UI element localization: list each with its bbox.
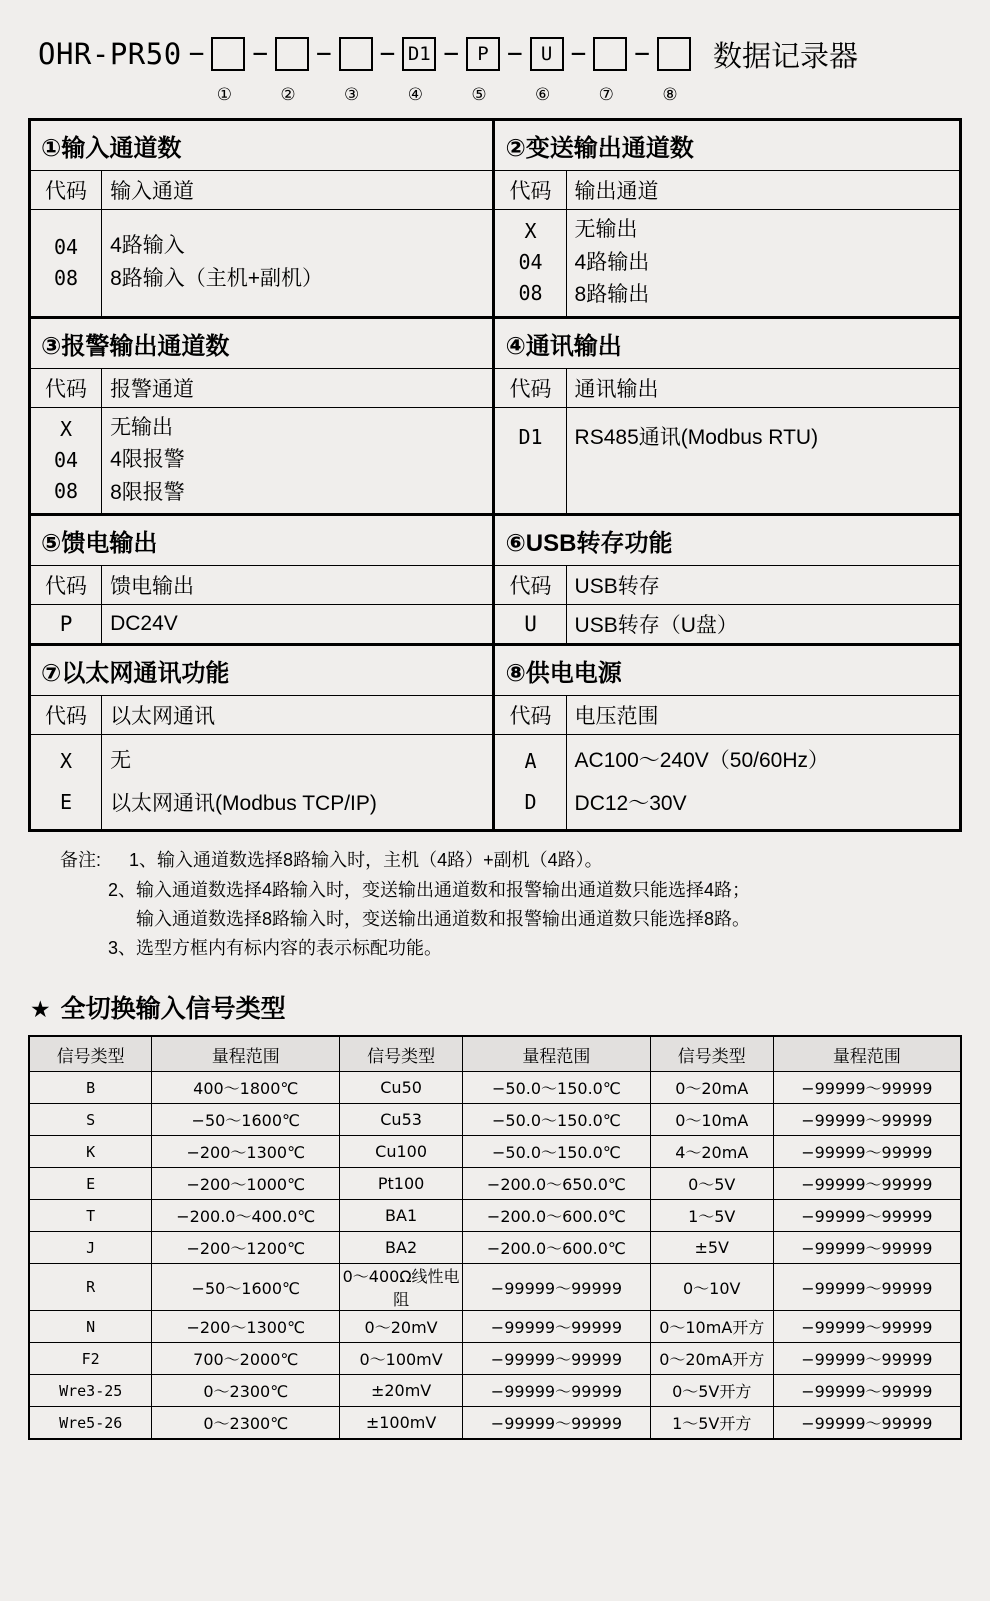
cell-type: BA1	[340, 1200, 463, 1232]
note-line-1	[60, 846, 990, 875]
dash-separator: −	[634, 39, 650, 69]
code-box-4: D1	[402, 37, 436, 71]
code-box-5: P	[466, 37, 500, 71]
code-list-3: X 04 08	[30, 407, 102, 515]
cell-range: −99999～99999	[773, 1407, 961, 1440]
cell-range: 0～2300℃	[152, 1407, 340, 1440]
cell-type: 0～10V	[650, 1264, 773, 1311]
value-header-4: 通讯输出	[566, 368, 960, 407]
code-header-2: 代码	[494, 171, 566, 210]
cell-range: −99999～99999	[773, 1104, 961, 1136]
cell-type: BA2	[340, 1232, 463, 1264]
cell-type: Cu53	[340, 1104, 463, 1136]
code-box-1	[211, 37, 245, 71]
cell-type: Cu50	[340, 1072, 463, 1104]
code-list-2: X 04 08	[494, 210, 566, 318]
cell-range: −99999～99999	[773, 1343, 961, 1375]
code-index-6: ⑥	[535, 85, 551, 104]
code-list-1: 04 08	[30, 210, 102, 318]
col-header-4: 信号类型	[650, 1036, 773, 1072]
code-list-5: P	[30, 605, 102, 645]
value-list-6: USB转存（U盘）	[566, 605, 960, 645]
code-box-2	[275, 37, 309, 71]
model-name: OHR-PR50	[38, 37, 182, 71]
note-line-4	[60, 934, 990, 963]
value-header-8: 电压范围	[566, 696, 960, 735]
code-box-6: U	[530, 37, 564, 71]
cell-type: ±20mV	[340, 1375, 463, 1407]
cell-range: −99999～99999	[773, 1232, 961, 1264]
value-list-4: RS485通讯(Modbus RTU)	[566, 407, 960, 515]
cell-range: −50.0～150.0℃	[463, 1104, 651, 1136]
section-title-5: ⑤馈电输出	[30, 515, 494, 566]
table-row	[29, 1168, 961, 1200]
cell-range: −50～1600℃	[152, 1104, 340, 1136]
code-list-6: U	[494, 605, 566, 645]
cell-range: −200～1200℃	[152, 1232, 340, 1264]
code-box-8	[657, 37, 691, 71]
dash-separator: −	[570, 39, 587, 69]
star-icon: ★	[30, 996, 51, 1022]
cell-range: −99999～99999	[773, 1136, 961, 1168]
cell-range: −99999～99999	[463, 1311, 651, 1343]
col-header-2: 信号类型	[340, 1036, 463, 1072]
dash-separator: −	[443, 39, 459, 69]
dash-separator: −	[188, 39, 205, 69]
cell-type: T	[29, 1200, 152, 1232]
code-header-5: 代码	[30, 566, 102, 605]
code-header-1: 代码	[30, 171, 102, 210]
value-header-1: 输入通道	[102, 171, 494, 210]
table-header-row	[29, 1036, 961, 1072]
cell-range: 0～2300℃	[152, 1375, 340, 1407]
cell-type: 4～20mA	[650, 1136, 773, 1168]
table-row	[29, 1264, 961, 1311]
cell-type: 1～5V开方	[650, 1407, 773, 1440]
code-index-8: ⑧	[662, 85, 678, 104]
col-header-0: 信号类型	[29, 1036, 152, 1072]
cell-type: 0～100mV	[340, 1343, 463, 1375]
note-line-2	[60, 876, 990, 905]
cell-range: −200～1300℃	[152, 1311, 340, 1343]
value-list-1: 4路输入 8路输入（主机+副机）	[102, 210, 494, 318]
table-row	[29, 1200, 961, 1232]
dash-separator: −	[506, 39, 523, 69]
cell-type: Wre3-25	[29, 1375, 152, 1407]
code-index-row	[0, 82, 990, 108]
cell-type: S	[29, 1104, 152, 1136]
col-header-3: 量程范围	[463, 1036, 651, 1072]
note-line-3	[60, 905, 990, 934]
cell-range: −200.0～650.0℃	[463, 1168, 651, 1200]
cell-type: 0～5V开方	[650, 1375, 773, 1407]
table-row	[29, 1104, 961, 1136]
cell-range: −200.0～600.0℃	[463, 1200, 651, 1232]
cell-type: ±5V	[650, 1232, 773, 1264]
cell-range: −99999～99999	[773, 1311, 961, 1343]
notes-block	[0, 846, 990, 963]
cell-type: J	[29, 1232, 152, 1264]
cell-range: −99999～99999	[773, 1072, 961, 1104]
note-item-3: 输入通道数选择8路输入时，变送输出通道数和报警输出通道数只能选择8路。	[136, 908, 751, 929]
section-title-8: ⑧供电电源	[494, 645, 961, 696]
dash-separator: −	[252, 39, 268, 69]
cell-type: E	[29, 1168, 152, 1200]
cell-type: 0～10mA开方	[650, 1311, 773, 1343]
cell-type: 0～5V	[650, 1168, 773, 1200]
code-header-6: 代码	[494, 566, 566, 605]
value-list-8: AC100～240V（50/60Hz） DC12～30V	[566, 735, 960, 831]
code-index-4: ④	[407, 85, 423, 104]
cell-type: 1～5V	[650, 1200, 773, 1232]
table-row	[29, 1136, 961, 1168]
cell-range: −99999～99999	[463, 1343, 651, 1375]
cell-type: ±100mV	[340, 1407, 463, 1440]
cell-range: −50.0～150.0℃	[463, 1072, 651, 1104]
cell-type: 0～400Ω线性电阻	[340, 1264, 463, 1311]
value-header-7: 以太网通讯	[102, 696, 494, 735]
dash-separator: −	[379, 39, 396, 69]
cell-type: B	[29, 1072, 152, 1104]
code-header-7: 代码	[30, 696, 102, 735]
cell-type: 0～20mV	[340, 1311, 463, 1343]
note-item-4: 3、选型方框内有标内容的表示标配功能。	[108, 937, 443, 958]
note-item-1: 1、输入通道数选择8路输入时，主机（4路）+副机（4路）。	[129, 850, 603, 871]
code-box-3	[339, 37, 373, 71]
code-list-8: A D	[494, 735, 566, 831]
cell-type: N	[29, 1311, 152, 1343]
section-title-7: ⑦以太网通讯功能	[30, 645, 494, 696]
code-header-3: 代码	[30, 368, 102, 407]
cell-range: 400～1800℃	[152, 1072, 340, 1104]
cell-range: −99999～99999	[463, 1264, 651, 1311]
notes-label: 备注:	[60, 850, 102, 871]
value-header-3: 报警通道	[102, 368, 494, 407]
cell-range: −200.0～600.0℃	[463, 1232, 651, 1264]
code-header-8: 代码	[494, 696, 566, 735]
signal-type-table	[28, 1035, 962, 1440]
table-row	[29, 1343, 961, 1375]
cell-type: 0～20mA开方	[650, 1343, 773, 1375]
code-list-7: X E	[30, 735, 102, 831]
cell-range: −99999～99999	[773, 1168, 961, 1200]
value-header-2: 输出通道	[566, 171, 960, 210]
table-row	[29, 1232, 961, 1264]
cell-type: Wre5-26	[29, 1407, 152, 1440]
cell-range: −99999～99999	[773, 1200, 961, 1232]
cell-range: −50.0～150.0℃	[463, 1136, 651, 1168]
code-box-7	[593, 37, 627, 71]
cell-range: −200～1000℃	[152, 1168, 340, 1200]
table-row	[29, 1375, 961, 1407]
value-list-2: 无输出 4路输出 8路输出	[566, 210, 960, 318]
table-row	[29, 1311, 961, 1343]
cell-range: −99999～99999	[773, 1264, 961, 1311]
signal-section-title	[30, 989, 990, 1025]
section-title-1: ①输入通道数	[30, 120, 494, 171]
value-list-5: DC24V	[102, 605, 494, 645]
value-list-7: 无 以太网通讯(Modbus TCP/IP)	[102, 735, 494, 831]
cell-type: K	[29, 1136, 152, 1168]
table-row	[29, 1072, 961, 1104]
code-header-4: 代码	[494, 368, 566, 407]
cell-type: 0～20mA	[650, 1072, 773, 1104]
code-index-7: ⑦	[598, 85, 614, 104]
cell-type: Pt100	[340, 1168, 463, 1200]
cell-range: −200.0～400.0℃	[152, 1200, 340, 1232]
code-index-3: ③	[344, 85, 360, 104]
section-title-6: ⑥USB转存功能	[494, 515, 961, 566]
col-header-1: 量程范围	[152, 1036, 340, 1072]
cell-range: −200～1300℃	[152, 1136, 340, 1168]
cell-range: −99999～99999	[463, 1375, 651, 1407]
section-title-3: ③报警输出通道数	[30, 317, 494, 368]
code-index-5: ⑤	[471, 85, 487, 104]
option-code-table	[28, 118, 962, 832]
cell-range: −50～1600℃	[152, 1264, 340, 1311]
code-index-2: ②	[280, 85, 296, 104]
table-row	[29, 1407, 961, 1440]
model-code-row	[0, 0, 990, 80]
col-header-5: 量程范围	[773, 1036, 961, 1072]
cell-type: Cu100	[340, 1136, 463, 1168]
dash-separator: −	[316, 39, 332, 69]
note-item-2: 2、输入通道数选择4路输入时，变送输出通道数和报警输出通道数只能选择4路；	[108, 879, 751, 900]
value-list-3: 无输出 4限报警 8限报警	[102, 407, 494, 515]
cell-type: 0～10mA	[650, 1104, 773, 1136]
value-header-5: 馈电输出	[102, 566, 494, 605]
cell-range: −99999～99999	[463, 1407, 651, 1440]
cell-type: R	[29, 1264, 152, 1311]
section-title-2: ②变送输出通道数	[494, 120, 961, 171]
product-title: 数据记录器	[712, 40, 858, 73]
cell-type: F2	[29, 1343, 152, 1375]
cell-range: −99999～99999	[773, 1375, 961, 1407]
cell-range: 700～2000℃	[152, 1343, 340, 1375]
section-title-4: ④通讯输出	[494, 317, 961, 368]
code-index-1: ①	[216, 85, 232, 104]
value-header-6: USB转存	[566, 566, 960, 605]
signal-section-title-text: 全切换输入信号类型	[60, 995, 286, 1023]
code-list-4: D1	[494, 407, 566, 515]
